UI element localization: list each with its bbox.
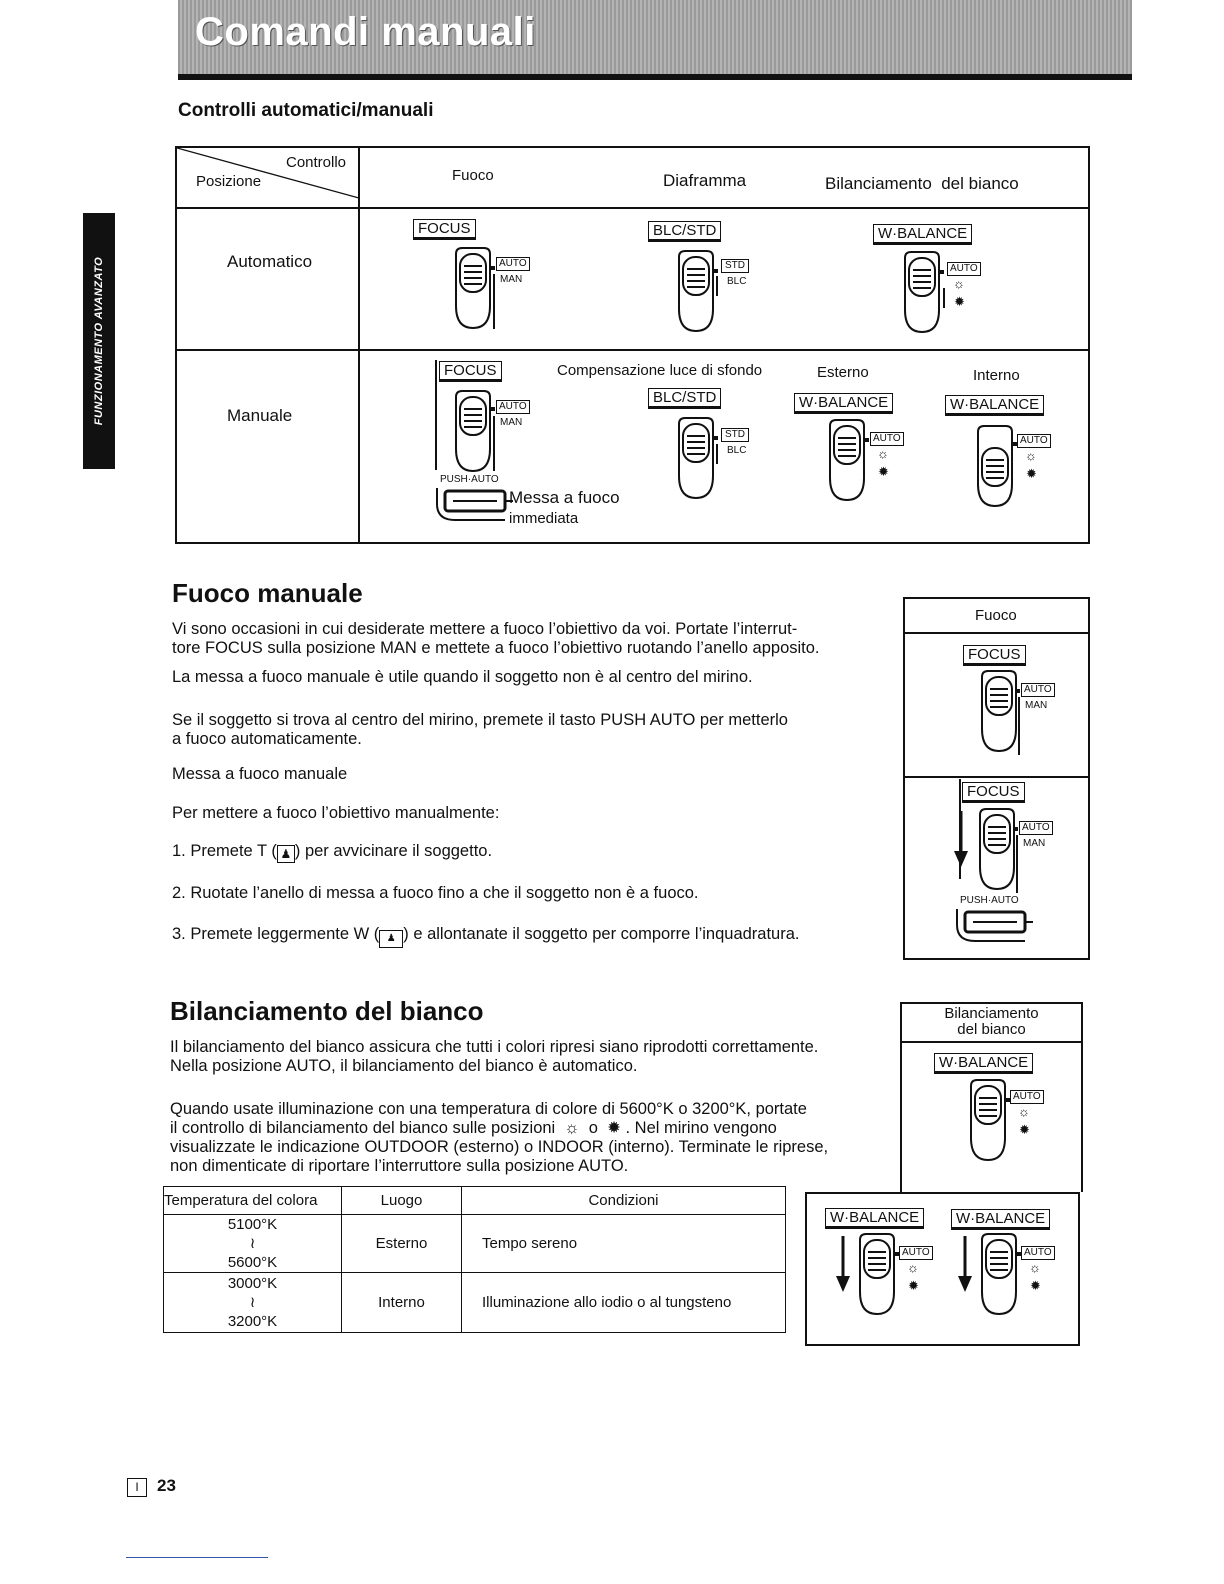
- row-label-automatic: Automatico: [227, 252, 313, 271]
- text-line: Il bilanciamento del bianco assicura che tutti i colori ripresi siano riprodotti correttamente.: [170, 1038, 819, 1056]
- auto-position-label: AUTO: [496, 257, 530, 271]
- sun-icon: ☼: [953, 276, 965, 291]
- temperature-range-mark: ≀: [249, 1294, 256, 1311]
- page-number: 23: [157, 1476, 176, 1495]
- slide-switch-icon: [975, 424, 1015, 510]
- text-line: visualizzate le indicazione OUTDOOR (esterno) o INDOOR (interno). Terminate le riprese,: [170, 1138, 829, 1156]
- push-auto-label: PUSH·AUTO: [960, 895, 1019, 906]
- column-header-focus: Fuoco: [452, 167, 494, 184]
- auto-position-label: AUTO: [899, 1246, 933, 1260]
- text-line: Vi sono occasioni in cui desiderate mettere a fuoco l’obiettivo da voi. Portate l’interrut-: [172, 620, 798, 638]
- table-header-cell: Luogo: [342, 1187, 462, 1215]
- corner-label-position: Posizione: [196, 173, 262, 190]
- focus-switch-label: FOCUS: [963, 645, 1026, 664]
- manual-focus-paragraph-4: Messa a fuoco manuale: [172, 765, 348, 783]
- text-line: Se il soggetto si trova al centro del mirino, premete il tasto PUSH AUTO per metterlo: [172, 711, 788, 729]
- table-header-cell: Temperatura del colora: [164, 1187, 342, 1215]
- footer-rule: [126, 1557, 268, 1558]
- blc-position-label: BLC: [727, 445, 747, 456]
- switch-track-line: [1018, 697, 1020, 755]
- arrow-down-icon: [835, 1234, 851, 1294]
- switch-track-line: [493, 416, 495, 471]
- man-position-label: MAN: [1025, 700, 1048, 711]
- step-3-text-a: 3. Premete leggermente W (: [172, 925, 380, 943]
- push-auto-label: PUSH·AUTO: [440, 474, 499, 485]
- manual-focus-paragraph-2: La messa a fuoco manuale è utile quando il soggetto non è al centro del mirino.: [172, 668, 753, 686]
- blc-position-label: BLC: [727, 276, 747, 287]
- column-header-white-balance: Bilanciamento del bianco: [825, 174, 1019, 193]
- auto-position-label: AUTO: [1021, 1246, 1055, 1260]
- backlight-label: Compensazione luce di sfondo: [557, 362, 763, 379]
- section-subtitle: Controlli automatici/manuali: [178, 100, 434, 121]
- step-3: [172, 925, 892, 948]
- temperature-range-mark: ≀: [249, 1235, 256, 1252]
- table-row: [164, 1215, 786, 1273]
- indoor-label: Interno: [973, 367, 1020, 384]
- condition-cell: Tempo sereno: [462, 1215, 786, 1273]
- condition-cell: Illuminazione allo iodio o al tungsteno: [462, 1273, 786, 1333]
- w-balance-indoor-label: W·BALANCE: [945, 395, 1044, 414]
- table-header-row: [164, 1187, 786, 1215]
- white-balance-manual-panel: [805, 1192, 1080, 1346]
- auto-position-label: AUTO: [1021, 683, 1055, 697]
- slide-switch-icon: [857, 1232, 897, 1318]
- slide-switch-icon: [979, 669, 1019, 755]
- temperature-value: 3200°K: [227, 1313, 278, 1330]
- w-balance-switch-label: W·BALANCE: [873, 224, 972, 243]
- panel-title-line: del bianco: [957, 1021, 1026, 1038]
- panel-divider: [905, 632, 1088, 634]
- arrow-down-icon: [953, 809, 969, 869]
- slide-switch-icon: [968, 1078, 1008, 1164]
- slide-switch-icon: [676, 249, 716, 335]
- push-auto-button-icon: [955, 907, 1035, 947]
- row-label-manual: Manuale: [227, 406, 293, 425]
- table-header-cell: Condizioni: [462, 1187, 786, 1215]
- focus-switch-label: FOCUS: [439, 361, 502, 380]
- switch-guide-line: [435, 360, 437, 470]
- color-temperature-table: [163, 1186, 786, 1333]
- switch-position-dot: [491, 266, 495, 270]
- push-auto-button-icon: [435, 486, 515, 526]
- bulb-icon: ✹: [1026, 466, 1037, 481]
- language-mark-icon: I: [127, 1478, 147, 1497]
- temperature-value: 5100°K: [227, 1216, 278, 1233]
- tele-icon: ♟: [277, 845, 295, 863]
- table-row: [164, 1273, 786, 1333]
- manual-focus-paragraph-5: Per mettere a fuoco l’obiettivo manualmente:: [172, 804, 500, 822]
- bulb-icon: ✹: [954, 294, 965, 309]
- w-balance-outdoor-label: W·BALANCE: [794, 393, 893, 412]
- blc-std-switch-label: BLC/STD: [648, 388, 721, 407]
- text-line: Nella posizione AUTO, il bilanciamento del bianco è automatico.: [170, 1057, 638, 1075]
- switch-position-dot: [940, 270, 944, 274]
- slide-switch-icon: [902, 250, 942, 336]
- switch-position-dot: [865, 438, 869, 442]
- switch-track-line: [716, 444, 718, 464]
- bulb-icon: ✹: [878, 464, 889, 479]
- auto-position-label: AUTO: [496, 400, 530, 414]
- auto-position-label: AUTO: [1017, 434, 1051, 448]
- sun-icon: ☼: [1018, 1104, 1030, 1119]
- panel-divider: [905, 776, 1088, 778]
- focus-switch-label: FOCUS: [962, 782, 1025, 801]
- text-line: a fuoco automaticamente.: [172, 730, 362, 748]
- text-line: Quando usate illuminazione con una temperatura di colore di 5600°K o 3200°K, portate: [170, 1100, 807, 1118]
- controls-table: [175, 146, 1090, 544]
- bulb-icon: ✹: [1030, 1278, 1041, 1293]
- corner-label-control: Controllo: [286, 154, 347, 171]
- panel-title: [902, 1006, 1081, 1038]
- text-fragment: . Nel mirino vengono: [625, 1119, 777, 1137]
- sun-icon: ☼: [907, 1260, 919, 1275]
- section-heading-white-balance: Bilanciamento del bianco: [170, 996, 484, 1026]
- man-position-label: MAN: [500, 417, 523, 428]
- switch-position-dot: [1014, 827, 1018, 831]
- switch-track-line: [716, 276, 718, 296]
- blc-std-switch-label: BLC/STD: [648, 221, 721, 240]
- slide-switch-icon: [827, 418, 867, 504]
- sun-icon: ☼: [1029, 1260, 1041, 1275]
- switch-track-line: [1016, 835, 1018, 893]
- page-title: Comandi manuali: [195, 10, 536, 54]
- instant-focus-label-1: Messa a fuoco: [509, 488, 620, 507]
- white-balance-paragraph-1: [170, 1038, 890, 1076]
- side-tab: [83, 213, 115, 469]
- w-balance-indoor-label: W·BALANCE: [951, 1209, 1050, 1228]
- column-header-iris: Diaframma: [663, 171, 747, 190]
- switch-position-dot: [1016, 689, 1020, 693]
- sun-icon: ☼: [1025, 448, 1037, 463]
- auto-position-label: AUTO: [1019, 821, 1053, 835]
- temperature-cell: [164, 1273, 342, 1333]
- focus-switch-label: FOCUS: [413, 219, 476, 238]
- slide-switch-icon: [676, 416, 716, 502]
- white-balance-panel: [900, 1002, 1083, 1192]
- auto-position-label: AUTO: [1010, 1090, 1044, 1104]
- panel-title: Fuoco: [975, 607, 1017, 624]
- wide-icon: ♟: [379, 930, 403, 948]
- switch-track-line: [943, 288, 945, 308]
- temperature-cell: [164, 1215, 342, 1273]
- text-fragment: o: [588, 1119, 598, 1137]
- place-cell: Esterno: [342, 1215, 462, 1273]
- switch-track-line: [493, 274, 495, 329]
- man-position-label: MAN: [1023, 838, 1046, 849]
- text-fragment: il controllo di bilanciamento del bianco sulle posizioni: [170, 1119, 556, 1137]
- section-heading-manual-focus: Fuoco manuale: [172, 578, 363, 608]
- man-position-label: MAN: [500, 274, 523, 285]
- w-balance-switch-label: W·BALANCE: [934, 1053, 1033, 1072]
- step-3-text-b: ) e allontanate il soggetto per comporre l’inquadratura.: [403, 925, 800, 943]
- manual-focus-paragraph-1: [172, 620, 892, 658]
- sun-icon: ☼: [559, 1119, 585, 1137]
- temperature-value: 3000°K: [227, 1275, 278, 1292]
- slide-switch-icon: [977, 807, 1017, 893]
- switch-position-dot: [714, 436, 718, 440]
- temperature-value: 5600°K: [227, 1254, 278, 1271]
- place-cell: Interno: [342, 1273, 462, 1333]
- switch-position-dot: [714, 269, 718, 273]
- text-line-with-icons: [170, 1119, 900, 1138]
- text-line: non dimenticate di riportare l’interruttore sulla posizione AUTO.: [170, 1157, 629, 1175]
- auto-position-label: AUTO: [870, 432, 904, 446]
- slide-switch-icon: [453, 389, 493, 475]
- switch-position-dot: [491, 407, 495, 411]
- side-tab-label: FUNZIONAMENTO AVANZATO: [93, 256, 105, 426]
- bulb-icon: ✹: [1019, 1122, 1030, 1137]
- step-1: [172, 842, 892, 863]
- bulb-icon: ✹: [908, 1278, 919, 1293]
- manual-focus-paragraph-3: [172, 711, 892, 749]
- step-1-text-a: 1. Premete T (: [172, 842, 277, 860]
- table-divider: [177, 349, 1088, 351]
- focus-diagram-panel: [903, 597, 1090, 960]
- step-2: 2. Ruotate l’anello di messa a fuoco fino a che il soggetto non è a fuoco.: [172, 884, 699, 902]
- slide-switch-icon: [453, 246, 493, 332]
- outdoor-label: Esterno: [817, 364, 869, 381]
- auto-position-label: AUTO: [947, 262, 981, 276]
- panel-title-line: Bilanciamento: [944, 1005, 1039, 1022]
- w-balance-outdoor-label: W·BALANCE: [825, 1208, 924, 1227]
- slide-switch-icon: [979, 1232, 1019, 1318]
- white-balance-paragraph-2: [170, 1100, 900, 1176]
- arrow-down-icon: [957, 1234, 973, 1294]
- std-position-label: STD: [721, 428, 749, 442]
- std-position-label: STD: [721, 259, 749, 273]
- step-1-text-b: ) per avvicinare il soggetto.: [294, 842, 493, 860]
- sun-icon: ☼: [877, 446, 889, 461]
- instant-focus-label-2: immediata: [509, 510, 579, 527]
- bulb-icon: ✹: [602, 1119, 621, 1137]
- panel-divider: [902, 1041, 1081, 1043]
- text-line: tore FOCUS sulla posizione MAN e mettete a fuoco l’obiettivo ruotando l’anello apposito.: [172, 639, 820, 657]
